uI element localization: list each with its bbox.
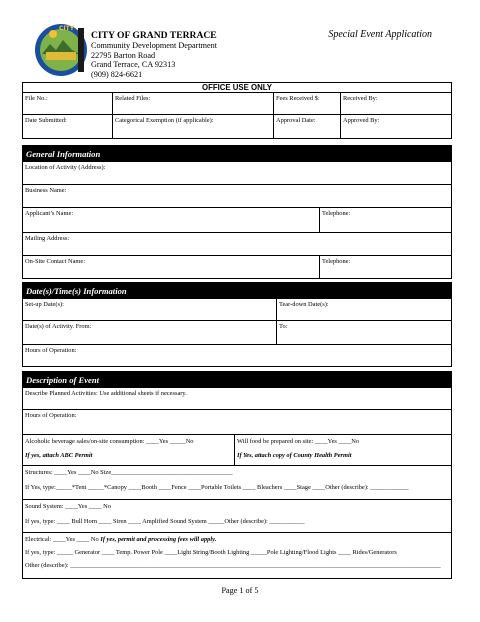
related-files-field[interactable]: Related Files: — [112, 93, 273, 114]
describe-activities-field[interactable]: Describe Planned Activities: Use additional sheets if necessary. — [25, 390, 187, 397]
food-cell — [234, 435, 451, 465]
event-hours-field[interactable]: Hours of Operation: — [25, 412, 77, 419]
electrical-question[interactable] — [25, 535, 449, 545]
sound-question[interactable]: Sound System: ____Yes ____ No — [25, 503, 111, 510]
activity-from-field[interactable]: Date(s) of Activity. From: — [25, 323, 92, 330]
office-use-title: OFFICE USE ONLY — [202, 83, 272, 92]
applicant-telephone-field[interactable]: Telephone: — [319, 208, 451, 232]
phone: (909) 824-6621 — [91, 69, 143, 79]
food-note: If Yes, attach copy of County Health Permit — [237, 452, 352, 459]
svg-text:CITY: CITY — [59, 25, 75, 32]
business-name-field[interactable]: Business Name: — [25, 187, 67, 194]
file-no-field[interactable]: File No.: — [25, 95, 48, 102]
structures-question[interactable]: Structures: ____Yes ____No Size______________________________________ — [25, 469, 233, 476]
address-line-1: 22795 Barton Road — [91, 50, 156, 60]
sound-cell — [23, 500, 451, 532]
form-title: Special Event Application — [328, 29, 432, 40]
general-info-section — [22, 145, 452, 279]
electrical-type[interactable]: If yes, type: _____ Generator ____ Temp. Power Pole ____Light String/Booth Lighting _____Pole Lighting/Flood Lights ____ Rides/Generators — [25, 549, 397, 556]
general-info-header: General Information — [23, 145, 451, 161]
location-field[interactable]: Location of Activity (Address): — [25, 164, 106, 171]
dates-hours-field[interactable]: Hours of Operation: — [25, 347, 77, 354]
department: Community Development Department — [91, 41, 217, 50]
page-number: Page 1 of 5 — [221, 586, 259, 595]
alcohol-question[interactable]: Alcoholic beverage sales/on-site consumption: ____Yes _____No — [25, 438, 194, 445]
city-seal-logo — [30, 18, 92, 80]
sound-type[interactable]: If yes, type: ____ Bull Horn ____ Siren ____ Amplified Sound System _____Other (describe): ___________ — [25, 518, 305, 525]
applicant-name-field[interactable]: Applicant’s Name: — [25, 210, 74, 217]
approved-by-field[interactable]: Approved By: — [340, 115, 451, 138]
org-name: CITY OF GRAND TERRACE — [91, 30, 217, 41]
office-use-table — [22, 82, 452, 139]
onsite-contact-field[interactable]: On-Site Contact Name: — [25, 258, 85, 265]
date-submitted-field[interactable]: Date Submitted: — [25, 117, 67, 124]
electrical-yes-no: Electrical: ____Yes ____ No — [25, 536, 101, 543]
food-question[interactable]: Will food be prepared on site: ____Yes ____No — [237, 438, 360, 445]
setup-dates-field[interactable]: Set-up Date(s): — [25, 301, 64, 308]
alcohol-cell — [23, 435, 234, 465]
mailing-address-field[interactable]: Mailing Address: — [25, 235, 70, 242]
electrical-note: If yes, permit and processing fees will apply. — [100, 536, 217, 543]
event-header: Description of Event — [23, 371, 451, 387]
address-line-2: Grand Terrace, CA 92313 — [91, 60, 176, 70]
fees-received-field[interactable]: Fees Received $: — [273, 93, 340, 114]
structures-type[interactable]: If Yes, type:_____*Tent _____*Canopy ____Booth ____Fence ____Portable Toilets ____ Bleachers ____Stage ____Other (describe): ____________ — [25, 484, 409, 491]
event-section — [22, 371, 452, 579]
onsite-telephone-field[interactable]: Telephone: — [319, 256, 451, 278]
received-by-field[interactable]: Received By: — [340, 93, 451, 114]
approval-date-field[interactable]: Approval Date: — [273, 115, 340, 138]
dates-section — [22, 282, 452, 367]
categorical-exemption-field[interactable]: Categorical Exemption (if applicable): — [112, 115, 273, 138]
alcohol-note: If yes, attach ABC Permit — [25, 452, 93, 459]
org-block — [91, 30, 217, 79]
dates-header: Date(s)/Time(s) Information — [23, 282, 451, 298]
activity-to-field[interactable]: To: — [276, 321, 451, 344]
other-describe[interactable]: Other (describe): ____________________________________________________________________________________________________________________ — [25, 562, 441, 569]
teardown-dates-field[interactable]: Tear-down Date(s): — [276, 299, 451, 320]
electrical-cell — [23, 533, 451, 578]
structures-cell — [23, 466, 451, 499]
